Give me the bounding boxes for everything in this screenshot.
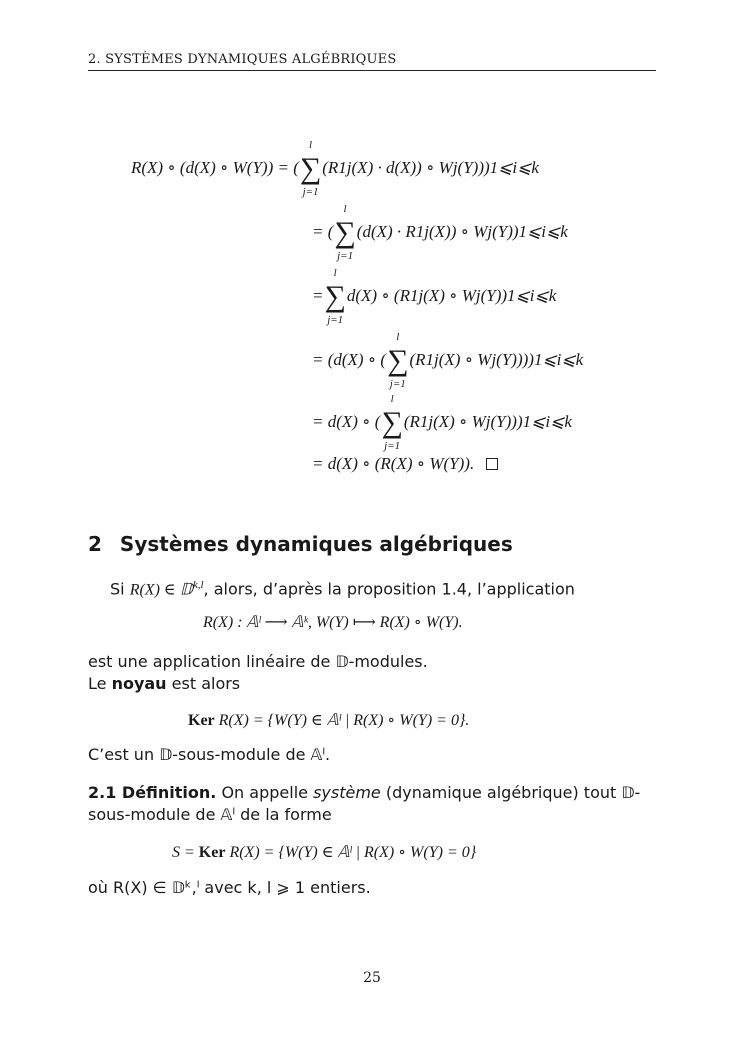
paragraph-3: Le noyau est alors [88, 674, 241, 693]
kernel-display: Ker R(X) = {W(Y) ∈ 𝔸ˡ | R(X) ∘ W(Y) = 0}. [188, 712, 470, 729]
section-number: 2 [88, 532, 102, 556]
sum-operator: l ∑ j=1 [381, 393, 403, 452]
qed-square-icon [486, 458, 498, 470]
paragraph-1: Si R(X) ∈ 𝔻$^{k,l}$, alors, d’après la proposition 1.4, l’application [110, 579, 575, 599]
sum-operator: l ∑ j=1 [299, 139, 322, 198]
paragraph-5: où R(X) ∈ 𝔻ᵏ,ˡ avec k, l ⩾ 1 entiers. [88, 878, 371, 897]
sum-operator: l ∑ j=1 [324, 267, 346, 326]
section-title: Systèmes dynamiques algébriques [119, 532, 513, 556]
page-number: 25 [363, 970, 381, 986]
paragraph-2: est une application linéaire de 𝔻-modules. [88, 652, 428, 671]
derivation-line-1: R(X) ∘ (d(X) ∘ W(Y)) = ( l ∑ j=1 (R1j(X) · d(X)) ∘ Wj(Y)))1⩽i⩽k [131, 139, 539, 198]
section-heading [88, 532, 513, 556]
system-display: S = Ker R(X) = {W(Y) ∈ 𝔸ˡ | R(X) ∘ W(Y) = 0} [172, 844, 477, 861]
sum-operator: l ∑ j=1 [334, 203, 356, 262]
derivation-line-4: = (d(X) ∘ ( l ∑ j=1 (R1j(X) ∘ Wj(Y))))1⩽i⩽k [312, 331, 584, 390]
running-header: 2. SYSTÈMES DYNAMIQUES ALGÉBRIQUES [88, 52, 656, 71]
derivation-line-3: = l ∑ j=1 d(X) ∘ (R1j(X) ∘ Wj(Y))1⩽i⩽k [312, 267, 557, 326]
definition-2-1: 2.1 Définition. On appelle système (dynamique algébrique) tout 𝔻-sous-module de 𝔸ˡ de la forme [88, 783, 641, 824]
linear-map-display: R(X) : 𝔸ˡ ⟶ 𝔸ᵏ, W(Y) ⟼ R(X) ∘ W(Y). [203, 614, 463, 631]
derivation-line-6: = d(X) ∘ (R(X) ∘ W(Y)). [312, 454, 498, 474]
sum-operator: l ∑ j=1 [387, 331, 409, 390]
derivation-line-2: = ( l ∑ j=1 (d(X) · R1j(X)) ∘ Wj(Y))1⩽i⩽k [312, 203, 568, 262]
derivation-line-5: = d(X) ∘ ( l ∑ j=1 (R1j(X) ∘ Wj(Y)))1⩽i⩽k [312, 393, 572, 452]
paragraph-4: C’est un 𝔻-sous-module de 𝔸ˡ. [88, 745, 331, 764]
